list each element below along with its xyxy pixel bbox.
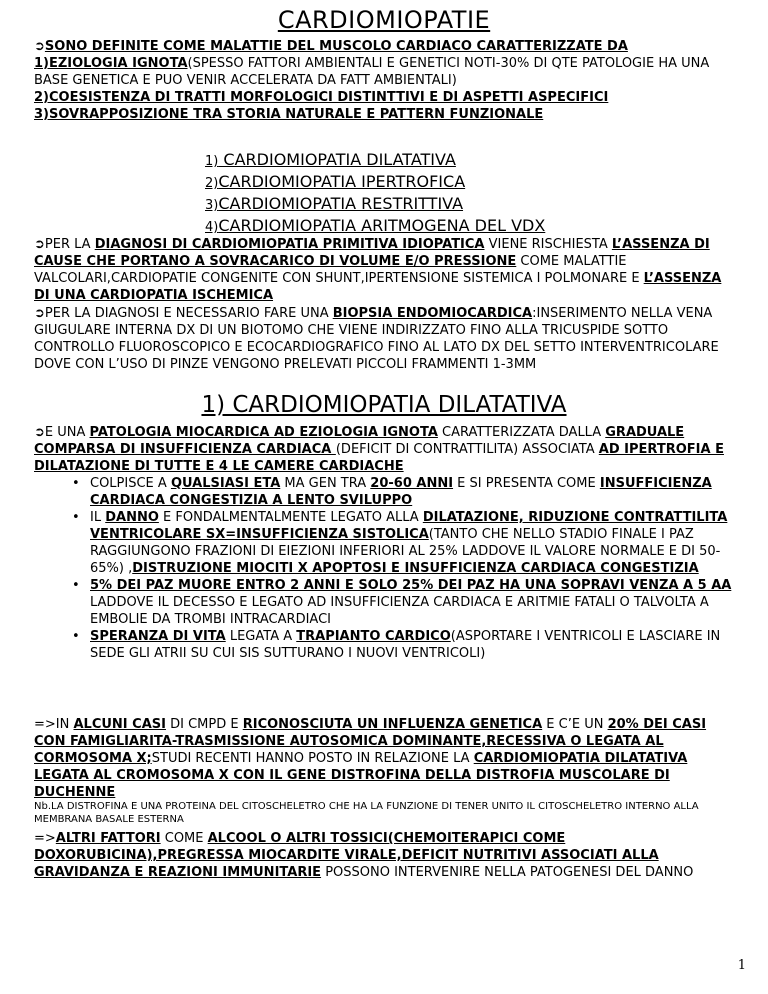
arrow-icon: ➲ [34,237,45,252]
types-list-item: 1) CARDIOMIOPATIA DILATATIVA [205,150,456,169]
page-number: 1 [737,958,746,973]
intro-paragraph [34,38,734,123]
list-item: • COLPISCE A QUALSIASI ETA MA GEN TRA 20-60 ANNI E SI PRESENTA COME INSUFFICIENZA CARDIACA CONGESTIZIA A LENTO SVILUPPO [72,475,734,509]
diagnosis-paragraph-1: ➲PER LA DIAGNOSI DI CARDIOMIOPATIA PRIMITIVA IDIOPATICA VIENE RISCHIESTA L’ASSENZA DI CAUSE CHE PORTANO A SOVRACARICO DI VOLUME E/O PRESSIONE COME MALATTIE VALCOLARI,CARDIOPATIE CONGENITE CON SHUNT,IPERTENSIONE SISTEMICA I POLMONARE E L’ASSENZA DI UNA CARDIOPATIA ISCHEMICA [34,237,722,303]
arrow-icon: ➲ [34,425,45,440]
intro-point-2: 2)COESISTENZA DI TRATTI MORFOLOGICI DISTINTTIVI E DI ASPETTI ASPECIFICI [34,90,609,105]
intro-point-1: 1)EZIOLOGIA IGNOTA(SPESSO FATTORI AMBIENTALI E GENETICI NOTI-30% DI QTE PATOLOGIE HA UNA BASE GENETICA E PUO VENIR ACCELERATA DA FATT AMBIENTALI) [34,56,710,88]
page-title: CARDIOMIOPATIE [277,6,491,34]
arrow-icon: ➲ [34,39,45,54]
types-list-item: 3)CARDIOMIOPATIA RESTRITTIVA [205,194,464,213]
list-item: • SPERANZA DI VITA LEGATA A TRAPIANTO CARDICO(ASPORTARE I VENTRICOLI E LASCIARE IN SEDE GLI ATRII SU CUI SIS SUTTURANO I NUOVI VENTRICOLI) [72,628,734,662]
bullet-list [34,475,734,662]
list-item: • IL DANNO E FONDALMENTALMENTE LEGATO ALLA DILATAZIONE, RIDUZIONE CONTRATTILITA VENTRICOLARE SX=INSUFFICIENZA SISTOLICA(TANTO CHE NELLO STADIO FINALE I PAZ RAGGIUNGONO FRAZIONI DI EIEZIONI INFERIORI AL 25% LADDOVE IL VALORE NORMALE E DI 50-65%) ,DISTRUZIONE MIOCITI X APOPTOSI E INSUFFICIENZA CARDIACA CONGESTIZIA [72,509,734,577]
section-1-intro: ➲E UNA PATOLOGIA MIOCARDICA AD EZIOLOGIA IGNOTA CARATTERIZZATA DALLA GRADUALE COMPARSA DI INSUFFICIENZA CARDIACA (DEFICIT DI CONTRATTILITA) ASSOCIATA AD IPERTROFIA E DILATAZIONE DI TUTTE E 4 LE CAMERE CARDIACHE [34,425,724,474]
footnote: Nb.LA DISTROFINA E UNA PROTEINA DEL CITOSCHELETRO CHE HA LA FUNZIONE DI TENER UNITO IL CITOSCHELETRO INTERNO ALLA MEMBRANA BASALE ESTERNA [34,801,699,825]
section-1-body [34,424,734,662]
list-item: • 5% DEI PAZ MUORE ENTRO 2 ANNI E SOLO 25% DEI PAZ HA UNA SOPRAVI VENZA A 5 AA LADDOVE IL DECESSO E LEGATO AD INSUFFICIENZA CARDIACA E ARITMIE FATALI O TALVOLTA A EMBOLIE DA TROMBI INTRACARDIACI [72,577,734,628]
genetic-paragraph: =>IN ALCUNI CASI DI CMPD E RICONOSCIUTA UN INFLUENZA GENETICA E C’E UN 20% DEI CASI CON FAMIGLIARITA-TRASMISSIONE AUTOSOMICA DOMINANTE,RECESSIVA O LEGATA AL CORMOSOMA X;STUDI RECENTI HANNO POSTO IN RELAZIONE LA CARDIOMIOPATIA DILATATIVA LEGATA AL CROMOSOMA X CON IL GENE DISTROFINA DELLA DISTROFIA MUSCOLARE DI DUCHENNE [34,717,707,800]
diagnosis-paragraph-2: ➲PER LA DIAGNOSI E NECESSARIO FARE UNA BIOPSIA ENDOMIOCARDICA:INSERIMENTO NELLA VENA GIUGULARE INTERNA DX DI UN BIOTOMO CHE VIENE INDIRIZZATO FINO ALLA TRICUSPIDE SOTTO CONTROLLO FLUOROSCOPICO E ECOCARDIOGRAFICO FINO AL LATO DX DEL SETTO INTERVENTRICOLARE DOVE CON L’USO DI PINZE VENGONO PRELEVATI PICCOLI FRAMMENTI 1-3MM [34,306,719,372]
arrow-icon: ➲ [34,306,45,321]
types-list-item: 4)CARDIOMIOPATIA ARITMOGENA DEL VDX [205,216,546,235]
types-list [205,150,545,238]
intro-point-3: 3)SOVRAPPOSIZIONE TRA STORIA NATURALE E PATTERN FUNZIONALE [34,107,544,122]
section-title: 1) CARDIOMIOPATIA DILATATIVA [201,392,567,418]
intro-heading: ➲SONO DEFINITE COME MALATTIE DEL MUSCOLO CARDIACO CARATTERIZZATE DA [34,39,628,54]
other-factors-paragraph: =>ALTRI FATTORI COME ALCOOL O ALTRI TOSSICI(CHEMOITERAPICI COME DOXORUBICINA),PREGRESSA MIOCARDITE VIRALE,DEFICIT NUTRITIVI ASSOCIATI ALLA GRAVIDANZA E REAZIONI IMMUNITARIE POSSONO INTERVENIRE NELLA PATOGENESI DEL DANNO [34,831,694,880]
types-list-item: 2)CARDIOMIOPATIA IPERTROFICA [205,172,466,191]
